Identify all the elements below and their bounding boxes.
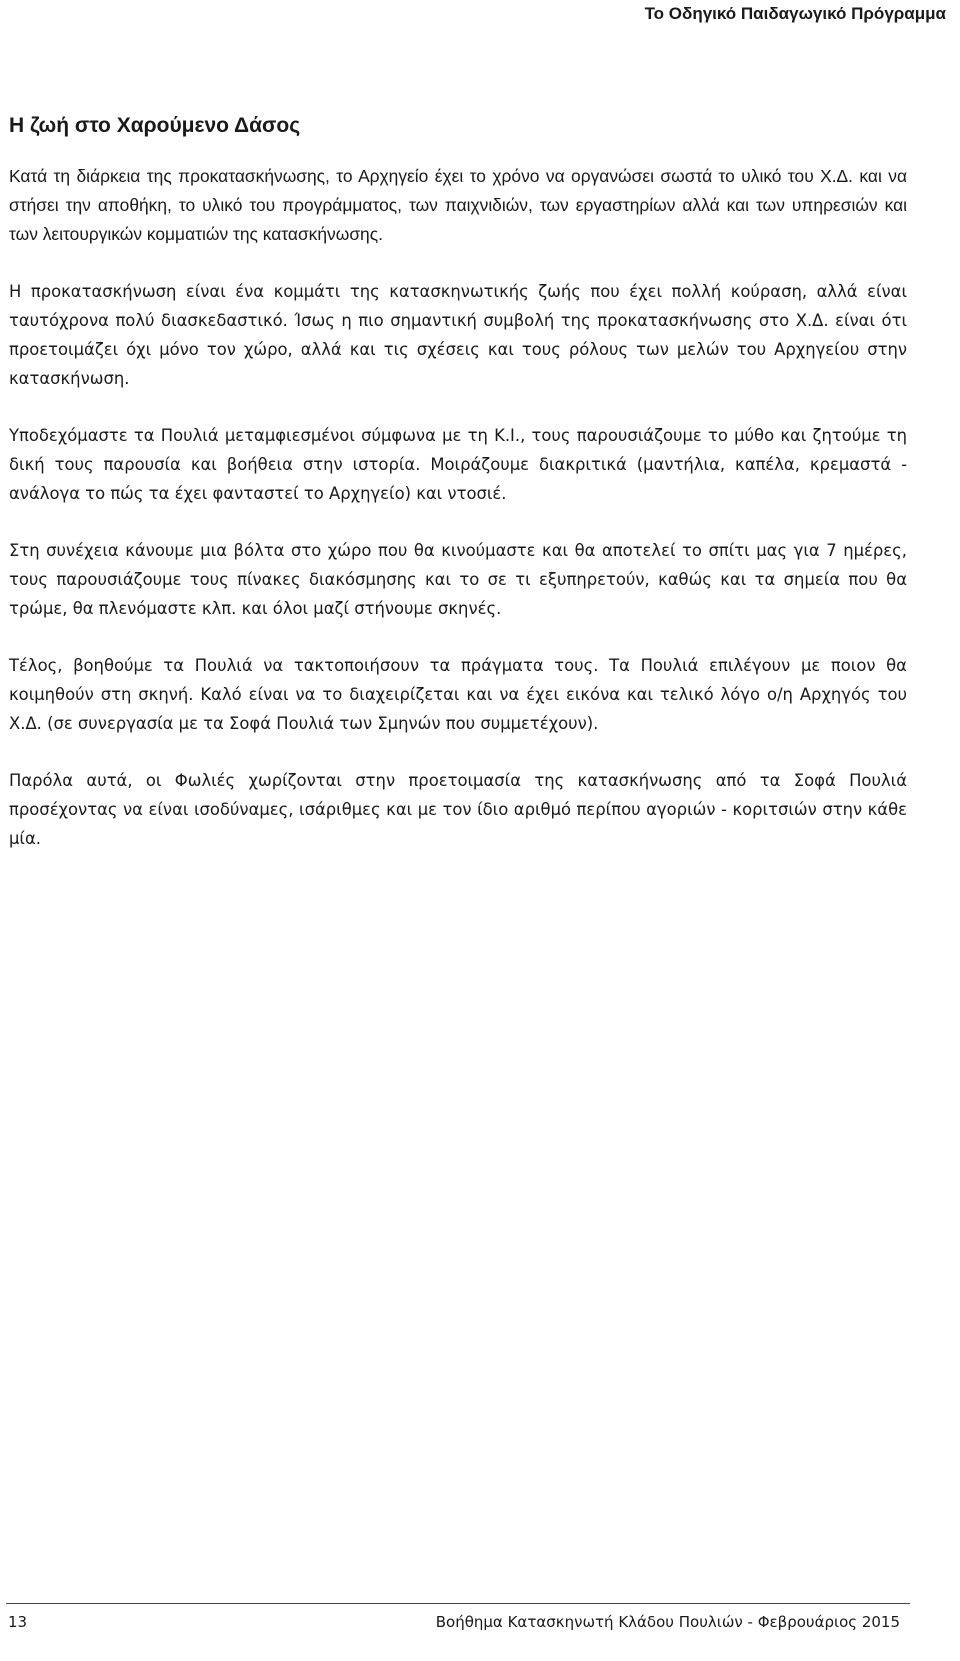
paragraph-preparation: Κατά τη διάρκεια της προκατασκήνωσης, το Αρχηγείο έχει το χρόνο να οργανώσει σωστά το υλικό του Χ.Δ. και να στήσει την αποθήκη, το υλικό του προγράμματος, των παιχνιδιών, των εργαστηρίων αλλά και των υπηρεσιών και των λειτουργικών κομματιών της κατασκήνωσης. xyxy=(9,166,907,244)
paragraph-nests: Παρόλα αυτά, οι Φωλιές χωρίζονται στην προετοιμασία της κατασκήνωσης από τα Σοφά Πουλιά προσέχοντας να είναι ισοδύναμες, ισάριθμες και με τον ίδιο αριθμό περίπου αγοριών - κοριτσιών στην κάθε μία. xyxy=(9,771,907,848)
section-title: Η ζωή στο Χαρούμενο Δάσος xyxy=(9,114,301,137)
document-body xyxy=(9,112,907,881)
footer-document-title: Βοήθημα Κατασκηνωτή Κλάδου Πουλιών - Φεβρουάριος 2015 xyxy=(435,1613,900,1631)
page-footer xyxy=(0,1603,960,1643)
paragraph-welcome: Υποδεχόμαστε τα Πουλιά μεταμφιεσμένοι σύμφωνα με τη Κ.Ι., τους παρουσιάζουμε το μύθο και ζητούμε τη δική τους παρουσία και βοήθεια στην ιστορία. Μοιράζουμε διακριτικά (μαντήλια, καπέλα, κρεμαστά - ανάλογα το πώς τα έχει φανταστεί το Αρχηγείο) και ντοσιέ. xyxy=(9,426,907,503)
running-header-title: Το Οδηγικό Παιδαγωγικό Πρόγραμμα xyxy=(644,4,946,23)
paragraph-tents: Τέλος, βοηθούμε τα Πουλιά να τακτοποιήσουν τα πράγματα τους. Τα Πουλιά επιλέγουν με ποιον θα κοιμηθούν στη σκηνή. Καλό είναι να το διαχειρίζεται και να έχει εικόνα και τελικό λόγο ο/η Αρχηγός του Χ.Δ. (σε συνεργασία με τα Σοφά Πουλιά των Σμηνών που συμμετέχουν). xyxy=(9,656,907,733)
paragraph-tour: Στη συνέχεια κάνουμε μια βόλτα στο χώρο που θα κινούμαστε και θα αποτελεί το σπίτι μας για 7 ημέρες, τους παρουσιάζουμε τους πίνακες διακόσμησης και το σε τι εξυπηρετούν, καθώς και τα σημεία που θα τρώμε, θα πλενόμαστε κλπ. και όλοι μαζί στήνουμε σκηνές. xyxy=(9,541,907,618)
paragraph-precamp: Η προκατασκήνωση είναι ένα κομμάτι της κατασκηνωτικής ζωής που έχει πολλή κούραση, αλλά είναι ταυτόχρονα πολύ διασκεδαστικό. Ίσως η πιο σημαντική συμβολή της προκατασκήνωσης στο Χ.Δ. είναι ότι προετοιμάζει όχι μόνο τον χώρο, αλλά και τις σχέσεις και τους ρόλους των μελών του Αρχηγείου στην κατασκήνωση. xyxy=(9,282,907,388)
page-number: 13 xyxy=(8,1613,28,1631)
footer-divider xyxy=(6,1603,910,1604)
